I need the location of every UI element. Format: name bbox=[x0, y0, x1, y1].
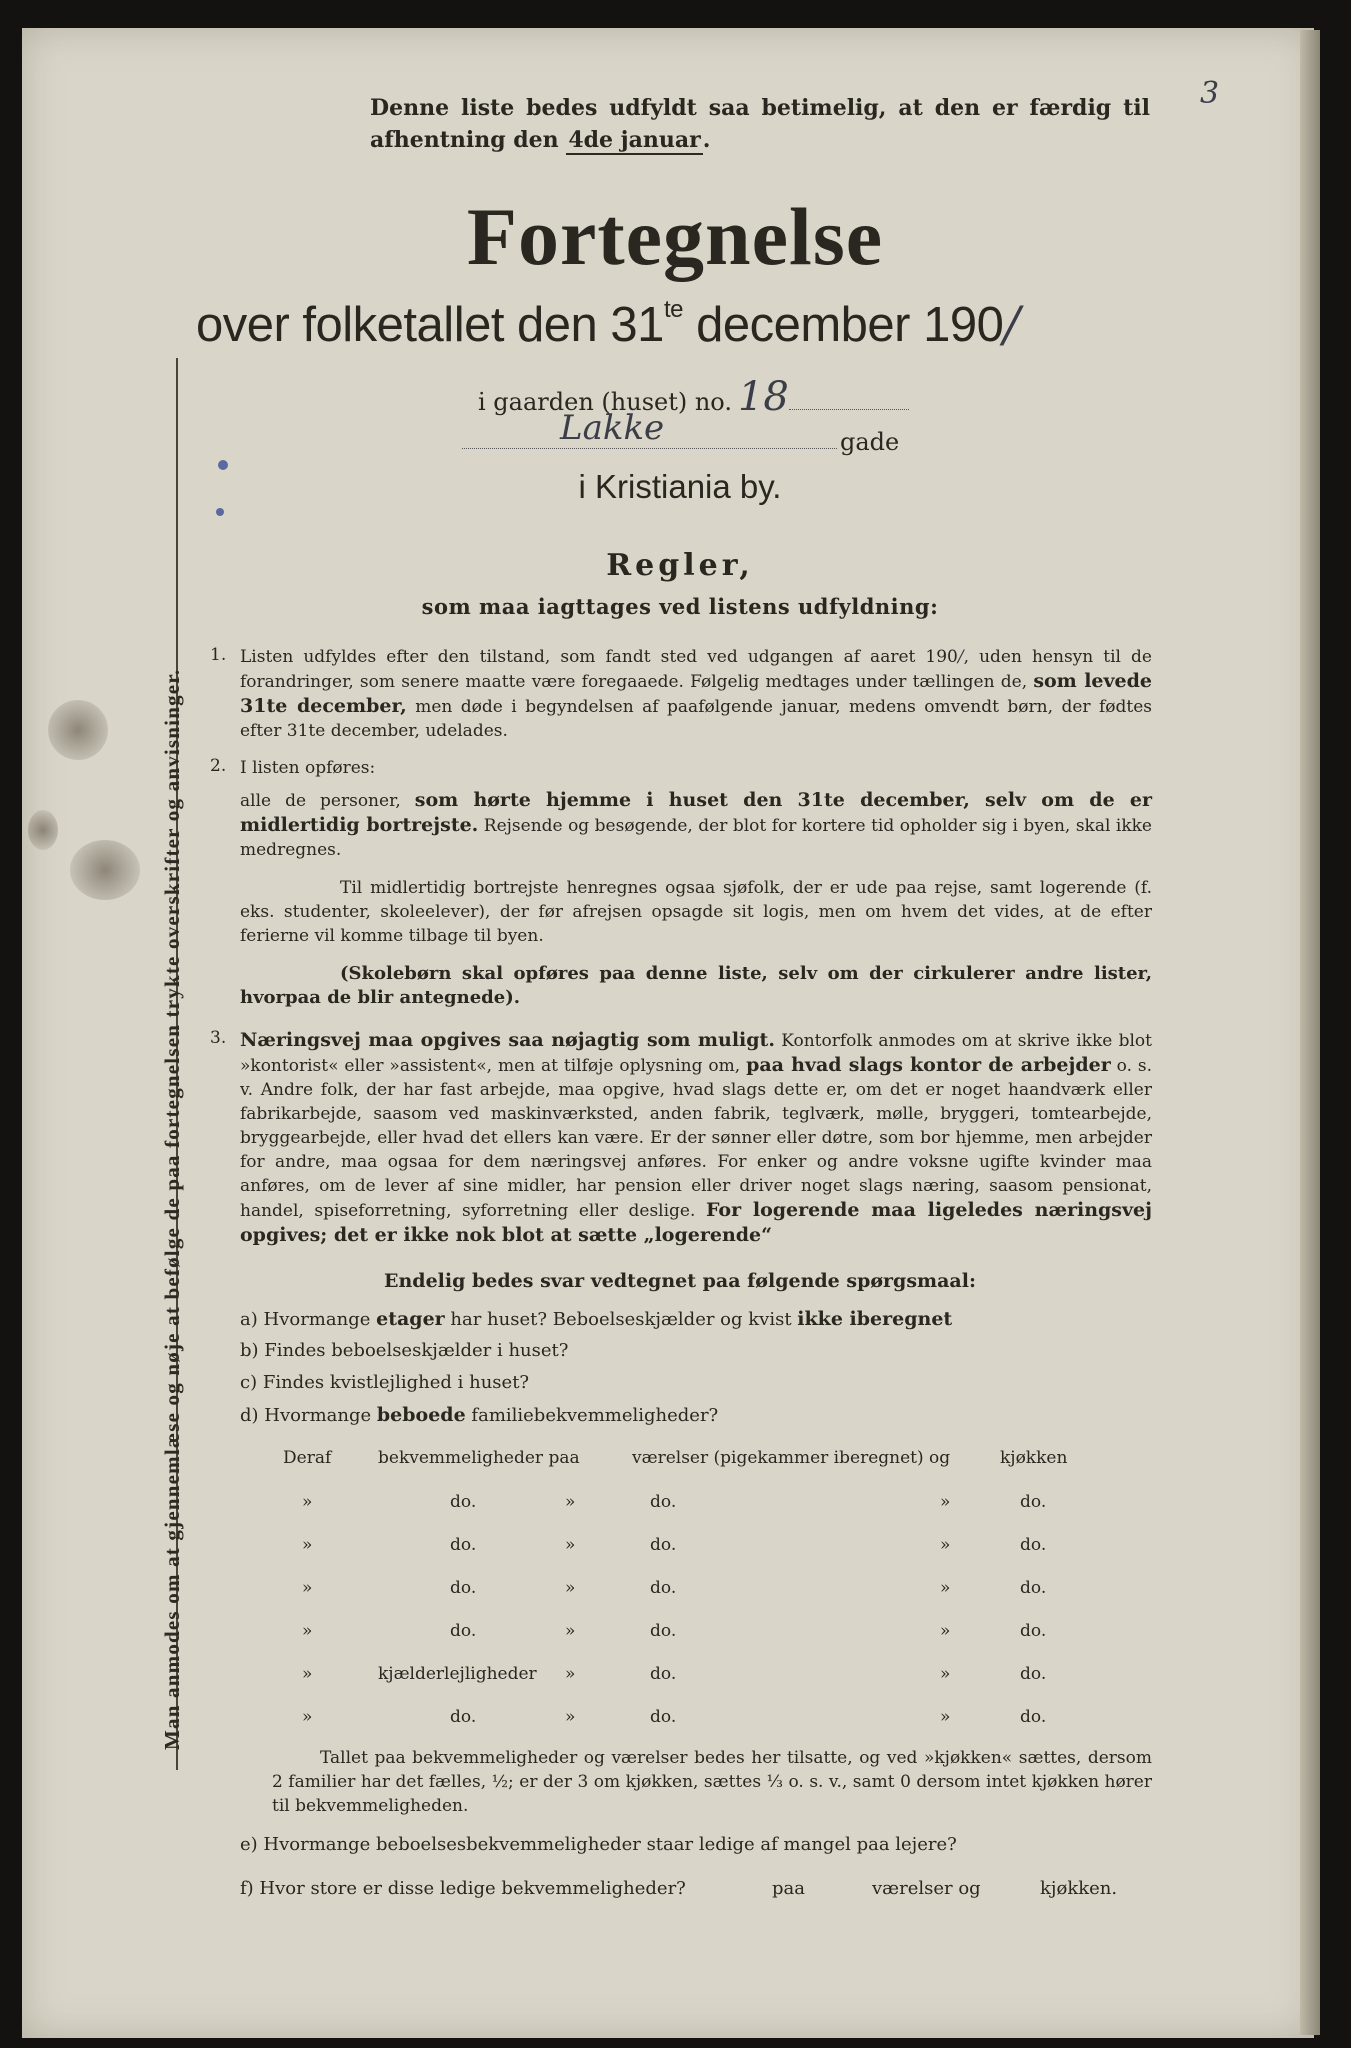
ditto-do: do. bbox=[650, 1621, 677, 1641]
question-d-bold: beboede bbox=[376, 1404, 466, 1426]
notice-date: 4de januar bbox=[568, 127, 701, 153]
question-d bbox=[240, 1404, 718, 1426]
ditto-do: do. bbox=[1020, 1621, 1047, 1641]
question-f-paa: paa bbox=[772, 1878, 805, 1899]
question-b-text: Findes beboelseskjælder i huset? bbox=[264, 1340, 569, 1361]
question-e-letter: e) bbox=[240, 1834, 258, 1855]
rule-1-number: 1. bbox=[210, 645, 227, 665]
question-e-text: Hvormange beboelsesbekvemmeligheder staar ledige af mangel paa lejere? bbox=[263, 1834, 957, 1855]
ditto-mark: » bbox=[565, 1578, 576, 1598]
street-suffix: gade bbox=[840, 428, 900, 456]
ditto-do: do. bbox=[650, 1535, 677, 1555]
ditto-do: do. bbox=[650, 1707, 677, 1727]
paper-edge bbox=[1300, 30, 1320, 2035]
page-title: Fortegnelse bbox=[466, 191, 884, 282]
rule-2-text-a: alle de personer, bbox=[240, 791, 401, 811]
ditto-do: do. bbox=[1020, 1707, 1047, 1727]
rule-1 bbox=[240, 645, 1152, 743]
ditto-mark: » bbox=[565, 1621, 576, 1641]
house-number: 18 bbox=[737, 374, 789, 420]
ditto-mark: » bbox=[565, 1492, 576, 1512]
rule-2-number: 2. bbox=[210, 756, 227, 776]
rule-3 bbox=[240, 1028, 1152, 1248]
stain-mark bbox=[70, 840, 140, 900]
rule-3-text-a: Kontorfolk anmodes om at skrive ikke blot »kontorist« eller »assistent«, men at tilføje oplysning om, bbox=[240, 1031, 1152, 1076]
rule-2-intro: I listen opføres: bbox=[240, 758, 376, 778]
ditto-do: do. bbox=[1020, 1578, 1047, 1598]
ditto-do: do. bbox=[650, 1664, 677, 1684]
ditto-mark: » bbox=[302, 1664, 313, 1684]
ink-dot bbox=[216, 508, 224, 516]
street-name: Lakke bbox=[560, 408, 665, 448]
ditto-mark: » bbox=[565, 1707, 576, 1727]
ditto-do: do. bbox=[450, 1535, 477, 1555]
ditto-mark: » bbox=[302, 1535, 313, 1555]
rule-3-bold-2: paa hvad slags kontor de arbejder bbox=[746, 1054, 1111, 1076]
table-header-kjok: kjøkken bbox=[1000, 1448, 1068, 1468]
ditto-mark: » bbox=[302, 1578, 313, 1598]
question-a-mid: har huset? Beboelseskjælder og kvist bbox=[450, 1309, 792, 1330]
rules-subheading: som maa iagttages ved listens udfyldning: bbox=[421, 594, 939, 619]
ditto-mark: » bbox=[565, 1664, 576, 1684]
ditto-mark: » bbox=[302, 1621, 313, 1641]
subtitle-suffix: december 190 bbox=[696, 298, 1004, 352]
house-dotted-line bbox=[789, 409, 909, 410]
subtitle-prefix: over folketallet den 31 bbox=[196, 298, 664, 352]
ditto-do: do. bbox=[450, 1578, 477, 1598]
ditto-mark: » bbox=[565, 1535, 576, 1555]
notice-text: Denne liste bedes udfyldt saa betimelig, at den er færdig til afhentning den bbox=[370, 95, 1150, 153]
page-number: 3 bbox=[1200, 76, 1220, 111]
ditto-mark: » bbox=[940, 1578, 951, 1598]
street-dotted-line bbox=[462, 448, 837, 449]
question-a-letter: a) bbox=[240, 1309, 258, 1330]
question-a-bold: etager bbox=[376, 1308, 445, 1330]
page-subtitle bbox=[196, 296, 1186, 353]
kjaelder-label: kjælderlejligheder bbox=[378, 1664, 537, 1684]
question-d-letter: d) bbox=[240, 1405, 259, 1426]
ditto-do: do. bbox=[1020, 1664, 1047, 1684]
question-f-letter: f) bbox=[240, 1878, 254, 1899]
rule-1-year: / bbox=[957, 647, 964, 667]
rule-1-bold: som levede 31te december, bbox=[240, 670, 1152, 717]
rule-3-number: 3. bbox=[210, 1028, 227, 1048]
rule-1-text-c: men døde i begyndelsen af paafølgende januar, medens omvendt børn, der fødtes efter 31te december, udelades. bbox=[240, 697, 1153, 741]
ink-dot bbox=[218, 460, 228, 470]
ditto-mark: » bbox=[940, 1664, 951, 1684]
question-d-pre: Hvormange bbox=[264, 1405, 372, 1426]
rule-1-text-b: , uden hensyn til de forandringer, som senere maatte være foregaaede. Følgelig medtages under tællingen de, bbox=[240, 647, 1152, 692]
question-c-letter: c) bbox=[240, 1372, 258, 1393]
question-a-pre: Hvormange bbox=[263, 1309, 371, 1330]
rule-3-bold-3: For logerende maa ligeledes næringsvej opgives; det er ikke nok blot at sætte „logerende“ bbox=[240, 1199, 1153, 1246]
ditto-do: do. bbox=[650, 1492, 677, 1512]
ditto-do: do. bbox=[450, 1492, 477, 1512]
questions-heading: Endelig bedes svar vedtegnet paa følgende spørgsmaal: bbox=[384, 1270, 976, 1292]
question-c bbox=[240, 1372, 529, 1393]
ditto-mark: » bbox=[940, 1535, 951, 1555]
question-f bbox=[240, 1878, 686, 1899]
table-header-bekv: bekvemmeligheder paa bbox=[378, 1448, 580, 1468]
ditto-mark: » bbox=[302, 1492, 313, 1512]
rule-2 bbox=[240, 788, 1152, 862]
question-d-post: familiebekvemmeligheder? bbox=[471, 1405, 719, 1426]
subtitle-year: / bbox=[1003, 296, 1020, 353]
stain-mark bbox=[48, 700, 108, 760]
ditto-mark: » bbox=[940, 1621, 951, 1641]
ditto-mark: » bbox=[302, 1707, 313, 1727]
ditto-do: do. bbox=[650, 1578, 677, 1598]
stain-mark bbox=[28, 810, 58, 850]
house-number-line bbox=[478, 374, 909, 420]
subtitle-sup: te bbox=[663, 296, 683, 323]
question-e bbox=[240, 1834, 957, 1855]
rule-3-bold-1: Næringsvej maa opgives saa nøjagtig som muligt. bbox=[240, 1029, 775, 1051]
rule-2-bold: som hørte hjemme i huset den 31te december, selv om de er midlertidig bortrejste. bbox=[240, 789, 1152, 836]
question-b bbox=[240, 1340, 568, 1361]
rule-1-text-a: Listen udfyldes efter den tilstand, som fandt sted ved udgangen af aaret 190 bbox=[240, 647, 958, 667]
ditto-do: do. bbox=[450, 1707, 477, 1727]
table-header-deraf: Deraf bbox=[283, 1448, 332, 1468]
delivery-notice bbox=[370, 92, 1150, 156]
rule-2-text-b: Rejsende og besøgende, der blot for kortere tid opholder sig i byen, skal ikke medregnes. bbox=[240, 816, 1152, 860]
ditto-mark: » bbox=[940, 1707, 951, 1727]
question-a-bold-2: ikke iberegnet bbox=[797, 1308, 953, 1330]
house-label: i gaarden (huset) no. bbox=[478, 388, 732, 416]
table-header-vaer: værelser (pigekammer iberegnet) og bbox=[632, 1448, 951, 1468]
question-f-vaer: værelser og bbox=[872, 1878, 981, 1899]
city: i Kristiania by. bbox=[578, 468, 782, 505]
question-b-letter: b) bbox=[240, 1340, 259, 1361]
notice-end: . bbox=[702, 127, 711, 153]
question-f-kjok: kjøkken. bbox=[1040, 1878, 1118, 1899]
ditto-do: do. bbox=[1020, 1535, 1047, 1555]
table-note: Tallet paa bekvemmeligheder og værelser bedes her tilsatte, og ved »kjøkken« sættes, dersom 2 familier har det fælles, ½; er der 3 om kjøkken, sættes ⅓ o. s. v., samt 0 dersom intet kjøkken hører til bekvemmeligheden. bbox=[272, 1748, 1152, 1816]
rule-3-text-b: o. s. v. Andre folk, der har fast arbejde, maa opgive, hvad slags dette er, om det er noget haandværk eller fabrikarbejde, saasom ved maskinværksted, anden fabrik, teglværk, mølle, bryggeri, tomtearbejde, bryggearbejde, eller hvad det ellers kan være. Er der sønner eller døtre, som bor hjemme, men arbejder for andre, maa ogsaa for dem næringsvej anføres. For enker og andre voksne ugifte kvinder maa anføres, om de lever af sine midler, har pension eller driver noget slags næring, saasom pensionat, handel, spiseforretning, syforretning eller deslige. bbox=[240, 1056, 1153, 1221]
question-f-text: Hvor store er disse ledige bekvemmeligheder? bbox=[259, 1878, 686, 1899]
question-a bbox=[240, 1308, 952, 1330]
rule-2-paragraph-2: Til midlertidig bortrejste henregnes ogsaa sjøfolk, der er ude paa rejse, samt logerende (f. eks. studenter, skoleelever), der før afrejsen opsagde sit logis, men om hvem det vides, at de efter ferierne vil komme tilbage til byen. bbox=[240, 878, 1152, 946]
rule-2-paragraph-3: (Skolebørn skal opføres paa denne liste, selv om der cirkulerer andre lister, hvorpaa de blir antegnede). bbox=[240, 963, 1152, 1008]
ditto-do: do. bbox=[1020, 1492, 1047, 1512]
question-c-text: Findes kvistlejlighed i huset? bbox=[262, 1372, 530, 1393]
ditto-mark: » bbox=[940, 1492, 951, 1512]
ditto-do: do. bbox=[450, 1621, 477, 1641]
sidebar-instruction: Man anmodes om at gjennemlæse og nøje at befølge de paa fortegnelsen trykte overskrifter og anvisninger. bbox=[160, 668, 184, 1750]
rules-heading: Regler, bbox=[606, 548, 754, 583]
